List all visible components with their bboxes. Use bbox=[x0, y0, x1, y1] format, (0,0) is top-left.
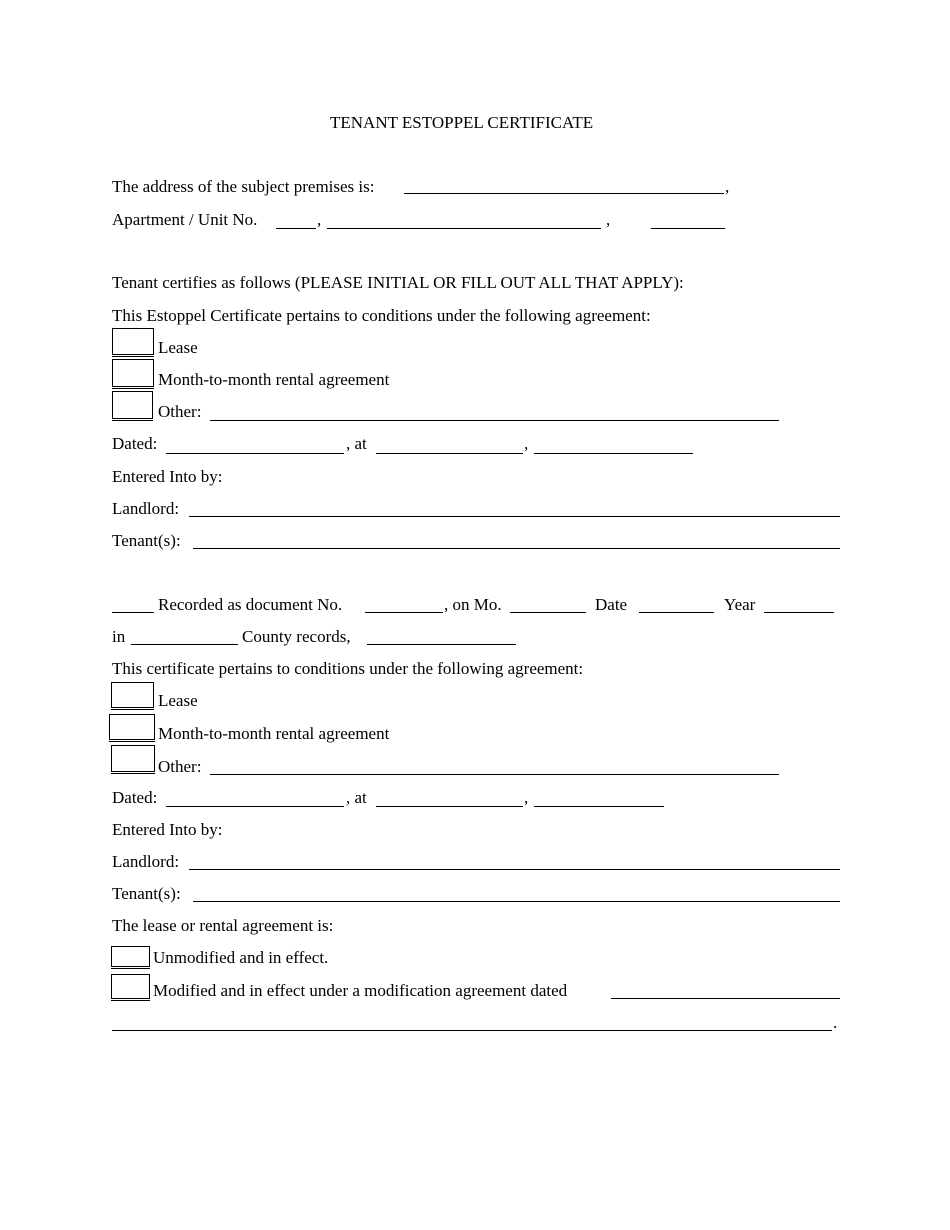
lease-initial-box-2[interactable] bbox=[111, 682, 154, 708]
agreement-status-heading: The lease or rental agreement is: bbox=[112, 916, 334, 935]
modified-label: Modified and in effect under a modification agreement dated bbox=[153, 981, 568, 1000]
premises-address-label: The address of the subject premises is: bbox=[112, 177, 375, 196]
landlord-field-1[interactable] bbox=[189, 516, 840, 517]
tenants-label-1: Tenant(s): bbox=[112, 531, 181, 550]
date-field[interactable] bbox=[639, 612, 714, 613]
landlord-label-2: Landlord: bbox=[112, 852, 180, 871]
end-period: . bbox=[833, 1013, 838, 1032]
other-initial-box-2[interactable] bbox=[111, 745, 155, 772]
landlord-label-1: Landlord: bbox=[112, 499, 180, 518]
option-month-label-1: Month-to-month rental agreement bbox=[158, 370, 390, 389]
at-location-field-1[interactable] bbox=[376, 453, 523, 454]
recorded-initial-field[interactable] bbox=[112, 612, 154, 613]
dated-label-1: Dated: bbox=[112, 434, 158, 453]
modification-date-field[interactable] bbox=[611, 998, 840, 999]
comma: , bbox=[524, 788, 529, 807]
at-label-2: , at bbox=[346, 788, 367, 807]
county-field[interactable] bbox=[131, 644, 238, 645]
county-records-field[interactable] bbox=[367, 644, 516, 645]
unit-number-field[interactable] bbox=[276, 228, 316, 229]
option-month-label-2: Month-to-month rental agreement bbox=[158, 724, 390, 743]
unmodified-label: Unmodified and in effect. bbox=[153, 948, 329, 967]
lease-initial-box-1[interactable] bbox=[112, 328, 154, 355]
year-field[interactable] bbox=[764, 612, 834, 613]
at-location-field-2b[interactable] bbox=[534, 806, 664, 807]
agreement-intro-2: This certificate pertains to conditions under the following agreement: bbox=[112, 659, 584, 678]
at-location-field-2[interactable] bbox=[376, 806, 523, 807]
entered-into-label-1: Entered Into by: bbox=[112, 467, 223, 486]
tenants-field-2[interactable] bbox=[193, 901, 840, 902]
month-to-month-initial-box-1[interactable] bbox=[112, 359, 154, 387]
at-label-1: , at bbox=[346, 434, 367, 453]
agreement-intro-1: This Estoppel Certificate pertains to conditions under the following agreement: bbox=[112, 306, 651, 325]
page-title: TENANT ESTOPPEL CERTIFICATE bbox=[330, 113, 594, 132]
dated-field-1[interactable] bbox=[166, 453, 344, 454]
tenants-field-1[interactable] bbox=[193, 548, 840, 549]
at-location-field-1b[interactable] bbox=[534, 453, 693, 454]
unit-label: Apartment / Unit No. bbox=[112, 210, 258, 229]
tenants-label-2: Tenant(s): bbox=[112, 884, 181, 903]
option-lease-label-2: Lease bbox=[158, 691, 198, 710]
document-number-field[interactable] bbox=[365, 612, 443, 613]
dated-label-2: Dated: bbox=[112, 788, 158, 807]
comma: , bbox=[317, 210, 322, 229]
modified-initial-box[interactable] bbox=[111, 974, 150, 999]
recorded-label: Recorded as document No. bbox=[158, 595, 343, 614]
landlord-field-2[interactable] bbox=[189, 869, 840, 870]
comma: , bbox=[524, 434, 529, 453]
in-label: in bbox=[112, 627, 126, 646]
option-other-label-1: Other: bbox=[158, 402, 202, 421]
other-agreement-field-1[interactable] bbox=[210, 420, 779, 421]
year-label: Year bbox=[724, 595, 756, 614]
entered-into-label-2: Entered Into by: bbox=[112, 820, 223, 839]
month-field[interactable] bbox=[510, 612, 586, 613]
month-to-month-initial-box-2[interactable] bbox=[109, 714, 155, 740]
comma: , bbox=[606, 210, 611, 229]
on-mo-label: , on Mo. bbox=[444, 595, 502, 614]
unmodified-initial-box[interactable] bbox=[111, 946, 150, 967]
other-initial-box-1[interactable] bbox=[112, 391, 153, 419]
option-lease-label-1: Lease bbox=[158, 338, 198, 357]
county-records-label: County records, bbox=[242, 627, 351, 646]
dated-field-2[interactable] bbox=[166, 806, 344, 807]
modification-details-field[interactable] bbox=[112, 1030, 832, 1031]
option-other-label-2: Other: bbox=[158, 757, 202, 776]
zip-field[interactable] bbox=[651, 228, 725, 229]
city-field[interactable] bbox=[327, 228, 601, 229]
comma: , bbox=[725, 177, 730, 196]
premises-address-field[interactable] bbox=[404, 193, 724, 194]
other-agreement-field-2[interactable] bbox=[210, 774, 779, 775]
date-label: Date bbox=[595, 595, 628, 614]
certifies-heading: Tenant certifies as follows (PLEASE INITIAL OR FILL OUT ALL THAT APPLY): bbox=[112, 273, 684, 292]
